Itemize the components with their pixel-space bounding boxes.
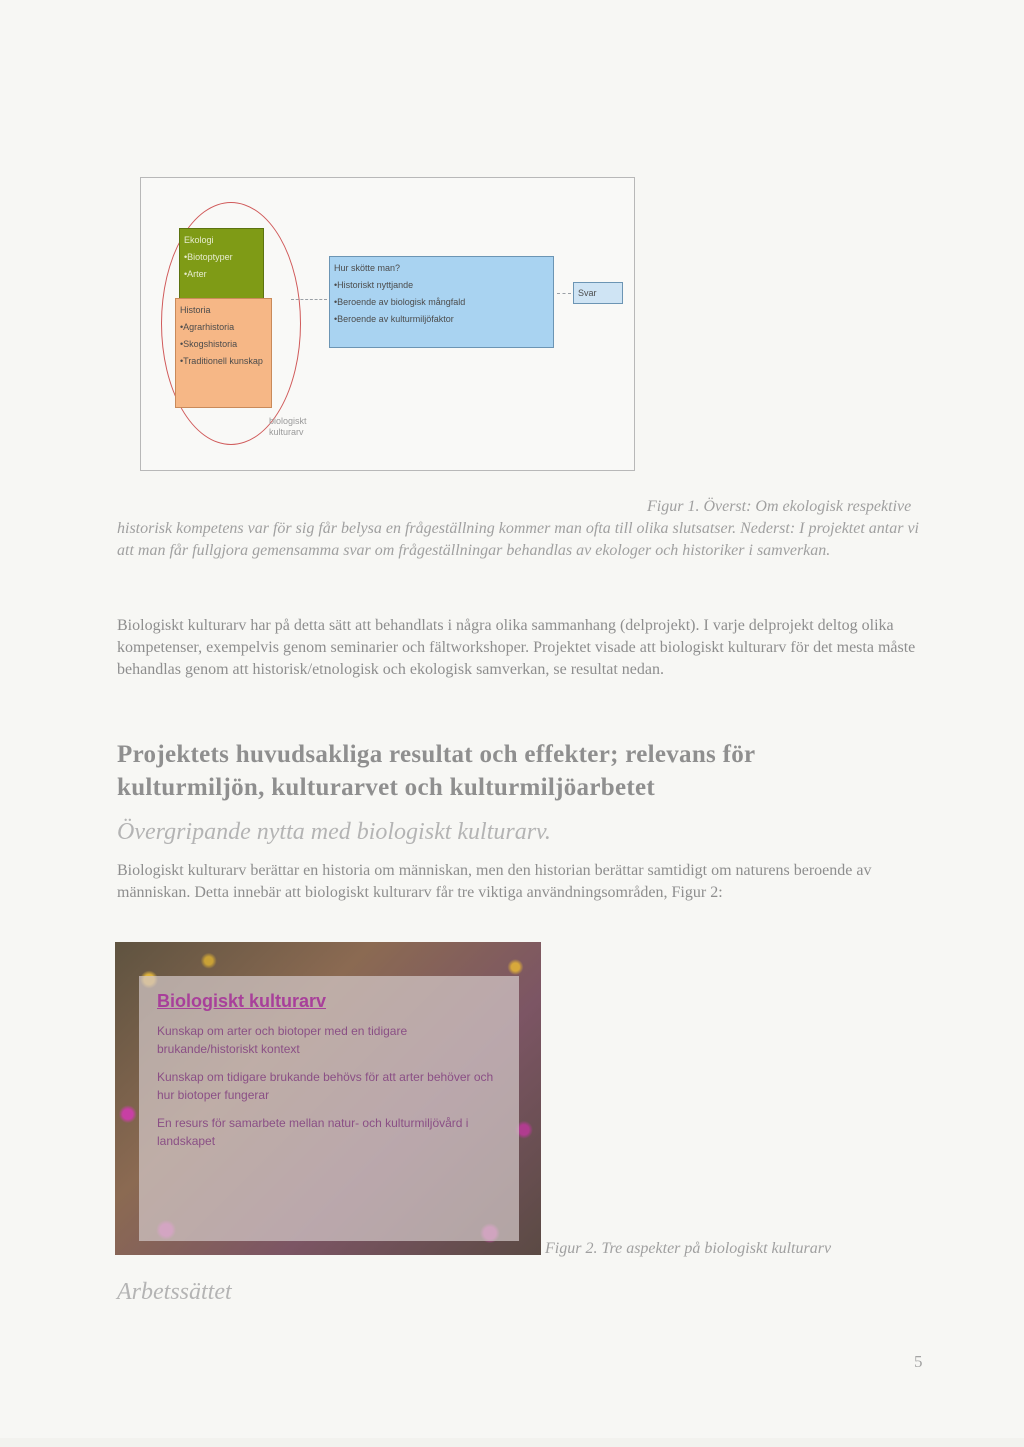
history-item: •Skogshistoria (180, 339, 238, 349)
subsection-heading: Övergripande nytta med biologiskt kulturarv. (117, 819, 551, 845)
figure1-caption: Figur 1. Överst: Om ekologisk respektive historisk kompetens var för sig får belysa en frågeställning kommer man ofta till olika slutsatser. Nederst: I projektet antar vi att man får fullgjora gemensamma svar om frågeställningar behandlas av ekologer och historiker i samverkan. (117, 498, 919, 559)
figure2-item: Kunskap om tidigare brukande behövs för att arter behöver och hur biotoper fungerar (157, 1070, 494, 1102)
page-bottom-edge (0, 1438, 1024, 1447)
ecology-box (179, 228, 264, 300)
figure2-item: Kunskap om arter och biotoper med en tidigare brukande/historiskt kontext (157, 1024, 408, 1056)
ecology-title: Ekologi (184, 235, 214, 245)
history-item: •Traditionell kunskap (180, 356, 263, 366)
ecology-item: •Arter (184, 269, 207, 279)
history-box (175, 298, 272, 408)
figure2-flower-image (115, 942, 541, 1255)
body-paragraph: Biologiskt kulturarv berättar en historia om människan, men den historian berättar samtidigt om naturens beroende av människan. Detta innebär att biologiskt kulturarv får tre viktiga användningsområden, Figur 2: (117, 862, 872, 901)
arrow-to-answer (557, 293, 571, 294)
question-item: •Historiskt nyttjande (334, 280, 414, 290)
ellipse-label: biologiskt kulturarv (269, 416, 307, 437)
history-title: Historia (180, 305, 211, 315)
figure2-caption: Figur 2. Tre aspekter på biologiskt kulturarv (545, 1240, 832, 1257)
ecology-item: •Biotoptyper (184, 252, 233, 262)
answer-label: Svar (578, 288, 597, 298)
body-paragraph: Biologiskt kulturarv har på detta sätt att behandlats i några olika sammanhang (delprojekt). I varje delprojekt deltog olika kompetenser, exempelvis genom seminarier och fältworkshoper. Projektet visade att biologiskt kulturarv för det mesta måste behandlas genom att historisk/etnologisk och ekologisk samverkan, se resultat nedan. (117, 617, 916, 678)
figure1-diagram (140, 177, 635, 471)
section-heading: Projektets huvudsakliga resultat och effekter; relevans för kulturmiljön, kulturarvet och kulturmiljöarbetet (117, 741, 755, 801)
question-title: Hur skötte man? (334, 263, 401, 273)
page-number: 5 (914, 1352, 923, 1371)
question-box (329, 256, 554, 348)
answer-box (573, 282, 623, 304)
subsection-heading: Arbetssättet (117, 1279, 232, 1305)
figure2-overlay (139, 976, 519, 1241)
figure2-item: En resurs för samarbete mellan natur- och kulturmiljövård i landskapet (157, 1116, 469, 1148)
question-item: •Beroende av kulturmiljöfaktor (334, 314, 454, 324)
arrow-to-question (291, 299, 327, 300)
history-item: •Agrarhistoria (180, 322, 235, 332)
question-item: •Beroende av biologisk mångfald (334, 297, 466, 307)
figure2-title: Biologiskt kulturarv (157, 991, 327, 1011)
